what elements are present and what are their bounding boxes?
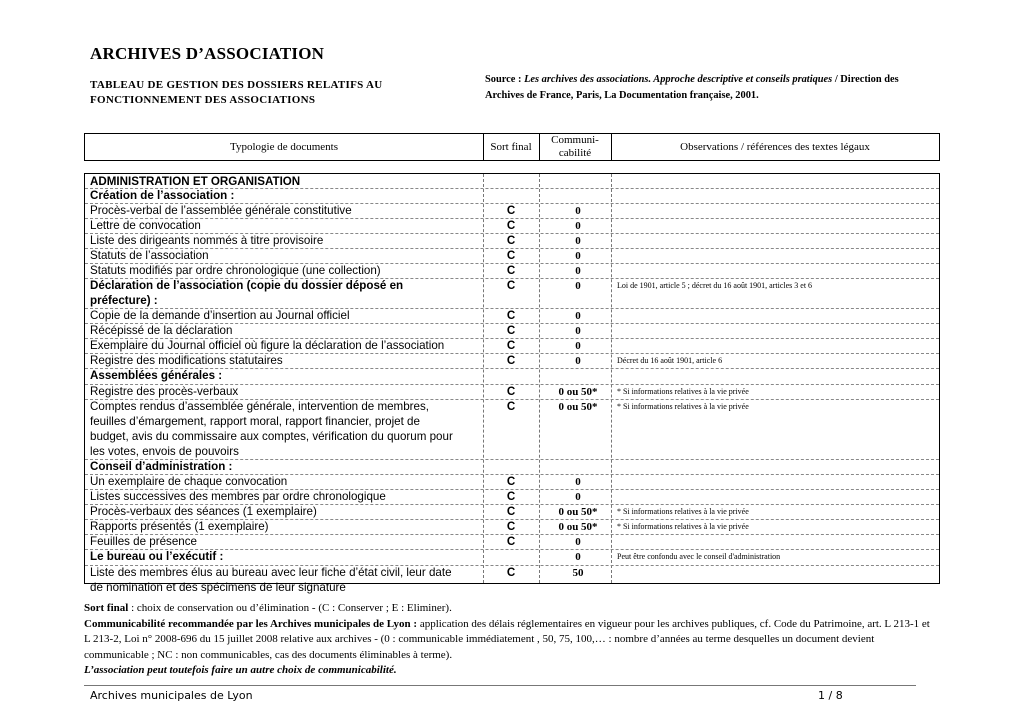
row-description: Exemplaire du Journal officiel où figure la déclaration de l’association	[90, 339, 445, 352]
table-row	[85, 278, 939, 309]
table-row	[85, 549, 939, 566]
row-communicabilite: 0	[575, 250, 581, 262]
row-description: Création de l’association :	[90, 189, 235, 202]
table-row	[85, 263, 939, 279]
row-communicabilite: 0 ou 50*	[558, 506, 598, 518]
row-sort-final: C	[506, 204, 516, 217]
header-observations: Observations / références des textes légaux	[680, 140, 870, 153]
row-description: Statuts modifiés par ordre chronologique (une collection)	[90, 264, 381, 277]
source-label: Source :	[485, 74, 522, 85]
table-row	[85, 459, 939, 475]
row-description: Déclaration de l’association (copie du dossier déposé en préfecture) :	[90, 279, 404, 307]
table-row	[85, 233, 939, 249]
header-sort-final: Sort final	[490, 140, 532, 153]
row-description: Statuts de l’association	[90, 249, 209, 262]
legend-final-note: L’association peut toutefois faire un autre choix de communicabilité.	[84, 664, 397, 676]
page-number: 1 / 8	[818, 689, 843, 702]
table-row	[85, 565, 939, 596]
row-description: Rapports présentés (1 exemplaire)	[90, 520, 269, 533]
table-row	[85, 534, 939, 550]
row-description: Un exemplaire de chaque convocation	[90, 475, 288, 488]
row-observation: Décret du 16 août 1901, article 6	[617, 356, 723, 365]
row-observation: Peut être confondu avec le conseil d'administration	[617, 552, 781, 561]
row-observation: * Si informations relatives à la vie privée	[617, 522, 749, 531]
source-rest: / Direction des Archives de France, Paris, La Documentation française, 2001.	[485, 74, 899, 101]
row-sort-final: C	[506, 400, 516, 413]
row-sort-final: C	[506, 520, 516, 533]
row-communicabilite: 0	[575, 310, 581, 322]
table-row	[85, 384, 939, 400]
table-row	[85, 203, 939, 219]
legend-commun-text: application des délais réglementaires en vigueur pour les archives publiques, cf. Code du Patrimoine, art. L 213-1 et L 213-2, Loi n° 2008-696 du 15 juillet 2008 relative aux archives - (0 : communicable immédiatement , 50, 75, 100,… : nombre d’années au terme desquelles un document devient communicable ; NC : non communicables, cas des documents éliminables à terme).	[84, 617, 930, 661]
row-sort-final: C	[506, 475, 516, 488]
document-subtitle: TABLEAU DE GESTION DES DOSSIERS RELATIFS AU FONCTIONNEMENT DES ASSOCIATIONS	[90, 79, 383, 106]
header-typologie: Typologie de documents	[230, 140, 338, 153]
row-observation: * Si informations relatives à la vie privée	[617, 387, 749, 396]
row-description: Liste des dirigeants nommés à titre provisoire	[90, 234, 324, 247]
header-communicabilite	[539, 134, 611, 160]
source-title: Les archives des associations. Approche descriptive et conseils pratiques	[524, 74, 833, 85]
header-communi-line1: Communi-	[551, 134, 599, 146]
legend-commun-label: Communicabilité recommandée par les Archives municipales de Lyon :	[84, 617, 418, 630]
row-sort-final: C	[506, 309, 516, 322]
legend	[84, 601, 934, 679]
source-reference	[485, 72, 925, 104]
row-sort-final: C	[506, 324, 516, 337]
footer-divider	[84, 685, 916, 686]
row-description: Récépissé de la déclaration	[90, 324, 233, 337]
row-sort-final: C	[506, 249, 516, 262]
row-communicabilite: 0 ou 50*	[558, 401, 598, 413]
row-sort-final: C	[506, 566, 516, 579]
row-sort-final: C	[506, 339, 516, 352]
row-observation: Loi de 1901, article 5 ; décret du 16 août 1901, articles 3 et 6	[617, 281, 813, 290]
row-description: Conseil d’administration :	[90, 460, 233, 473]
row-observation: * Si informations relatives à la vie privée	[617, 507, 749, 516]
row-description: Feuilles de présence	[90, 535, 197, 548]
row-communicabilite: 0	[575, 265, 581, 277]
row-sort-final: C	[506, 490, 516, 503]
row-sort-final: C	[506, 279, 516, 292]
row-communicabilite: 0 ou 50*	[558, 521, 598, 533]
row-communicabilite: 0	[575, 340, 581, 352]
document-title: ARCHIVES D’ASSOCIATION	[90, 44, 325, 63]
records-table	[84, 173, 940, 594]
row-description: Registre des modifications statutaires	[90, 354, 283, 367]
row-description: Le bureau ou l’exécutif :	[90, 550, 224, 563]
row-sort-final: C	[506, 505, 516, 518]
row-communicabilite: 0	[575, 220, 581, 232]
row-sort-final: C	[506, 234, 516, 247]
row-sort-final: C	[506, 219, 516, 232]
row-description: Registre des procès-verbaux	[90, 385, 239, 398]
row-communicabilite: 0	[575, 355, 581, 367]
row-description: ADMINISTRATION ET ORGANISATION	[90, 175, 301, 188]
row-sort-final: C	[506, 354, 516, 367]
legend-sort-final-text: : choix de conservation ou d’élimination - (C : Conserver ; E : Eliminer).	[128, 602, 452, 614]
row-communicabilite: 0	[575, 491, 581, 503]
table-row	[85, 338, 939, 354]
header-communi-line2: cabilité	[558, 147, 592, 159]
table-row	[85, 399, 939, 460]
row-description: Procès-verbal de l’assemblée générale constitutive	[90, 204, 352, 217]
table-row	[85, 248, 939, 264]
row-sort-final: C	[506, 264, 516, 277]
row-description: Lettre de convocation	[90, 219, 201, 232]
footer-organization: Archives municipales de Lyon	[90, 689, 253, 702]
row-communicabilite: 0 ou 50*	[558, 386, 598, 398]
row-communicabilite: 0	[575, 551, 581, 563]
row-observation: * Si informations relatives à la vie privée	[617, 402, 749, 411]
row-description: Copie de la demande d’insertion au Journal officiel	[90, 309, 350, 322]
table-header	[84, 133, 940, 161]
legend-sort-final-label: Sort final	[84, 602, 129, 614]
table-row	[85, 218, 939, 234]
table-row	[85, 504, 939, 520]
row-description: Liste des membres élus au bureau avec leur fiche d’état civil, leur date de nomination et des spécimens de leur signature	[90, 566, 452, 594]
row-communicabilite: 0	[575, 235, 581, 247]
row-communicabilite: 50	[572, 567, 584, 579]
row-sort-final: C	[506, 535, 516, 548]
table-row	[85, 308, 939, 324]
row-description: Assemblées générales :	[90, 369, 223, 382]
table-row	[85, 474, 939, 490]
table-row	[85, 368, 939, 385]
row-communicabilite: 0	[575, 476, 581, 488]
row-description: Comptes rendus d’assemblée générale, intervention de membres, feuilles d’émargement, rapport moral, rapport financier, projet de budget, avis du commissaire aux comptes, vérification du quorum pour les votes, envois de pouvoirs	[90, 400, 453, 458]
row-communicabilite: 0	[575, 205, 581, 217]
row-communicabilite: 0	[575, 536, 581, 548]
row-communicabilite: 0	[575, 280, 581, 292]
table-row	[85, 323, 939, 339]
table-row	[85, 188, 939, 204]
table-row	[85, 489, 939, 505]
row-description: Listes successives des membres par ordre chronologique	[90, 490, 386, 503]
table-row	[85, 174, 939, 189]
table-row	[85, 353, 939, 369]
row-sort-final: C	[506, 385, 516, 398]
row-communicabilite: 0	[575, 325, 581, 337]
row-description: Procès-verbaux des séances (1 exemplaire)	[90, 505, 317, 518]
table-row	[85, 519, 939, 535]
